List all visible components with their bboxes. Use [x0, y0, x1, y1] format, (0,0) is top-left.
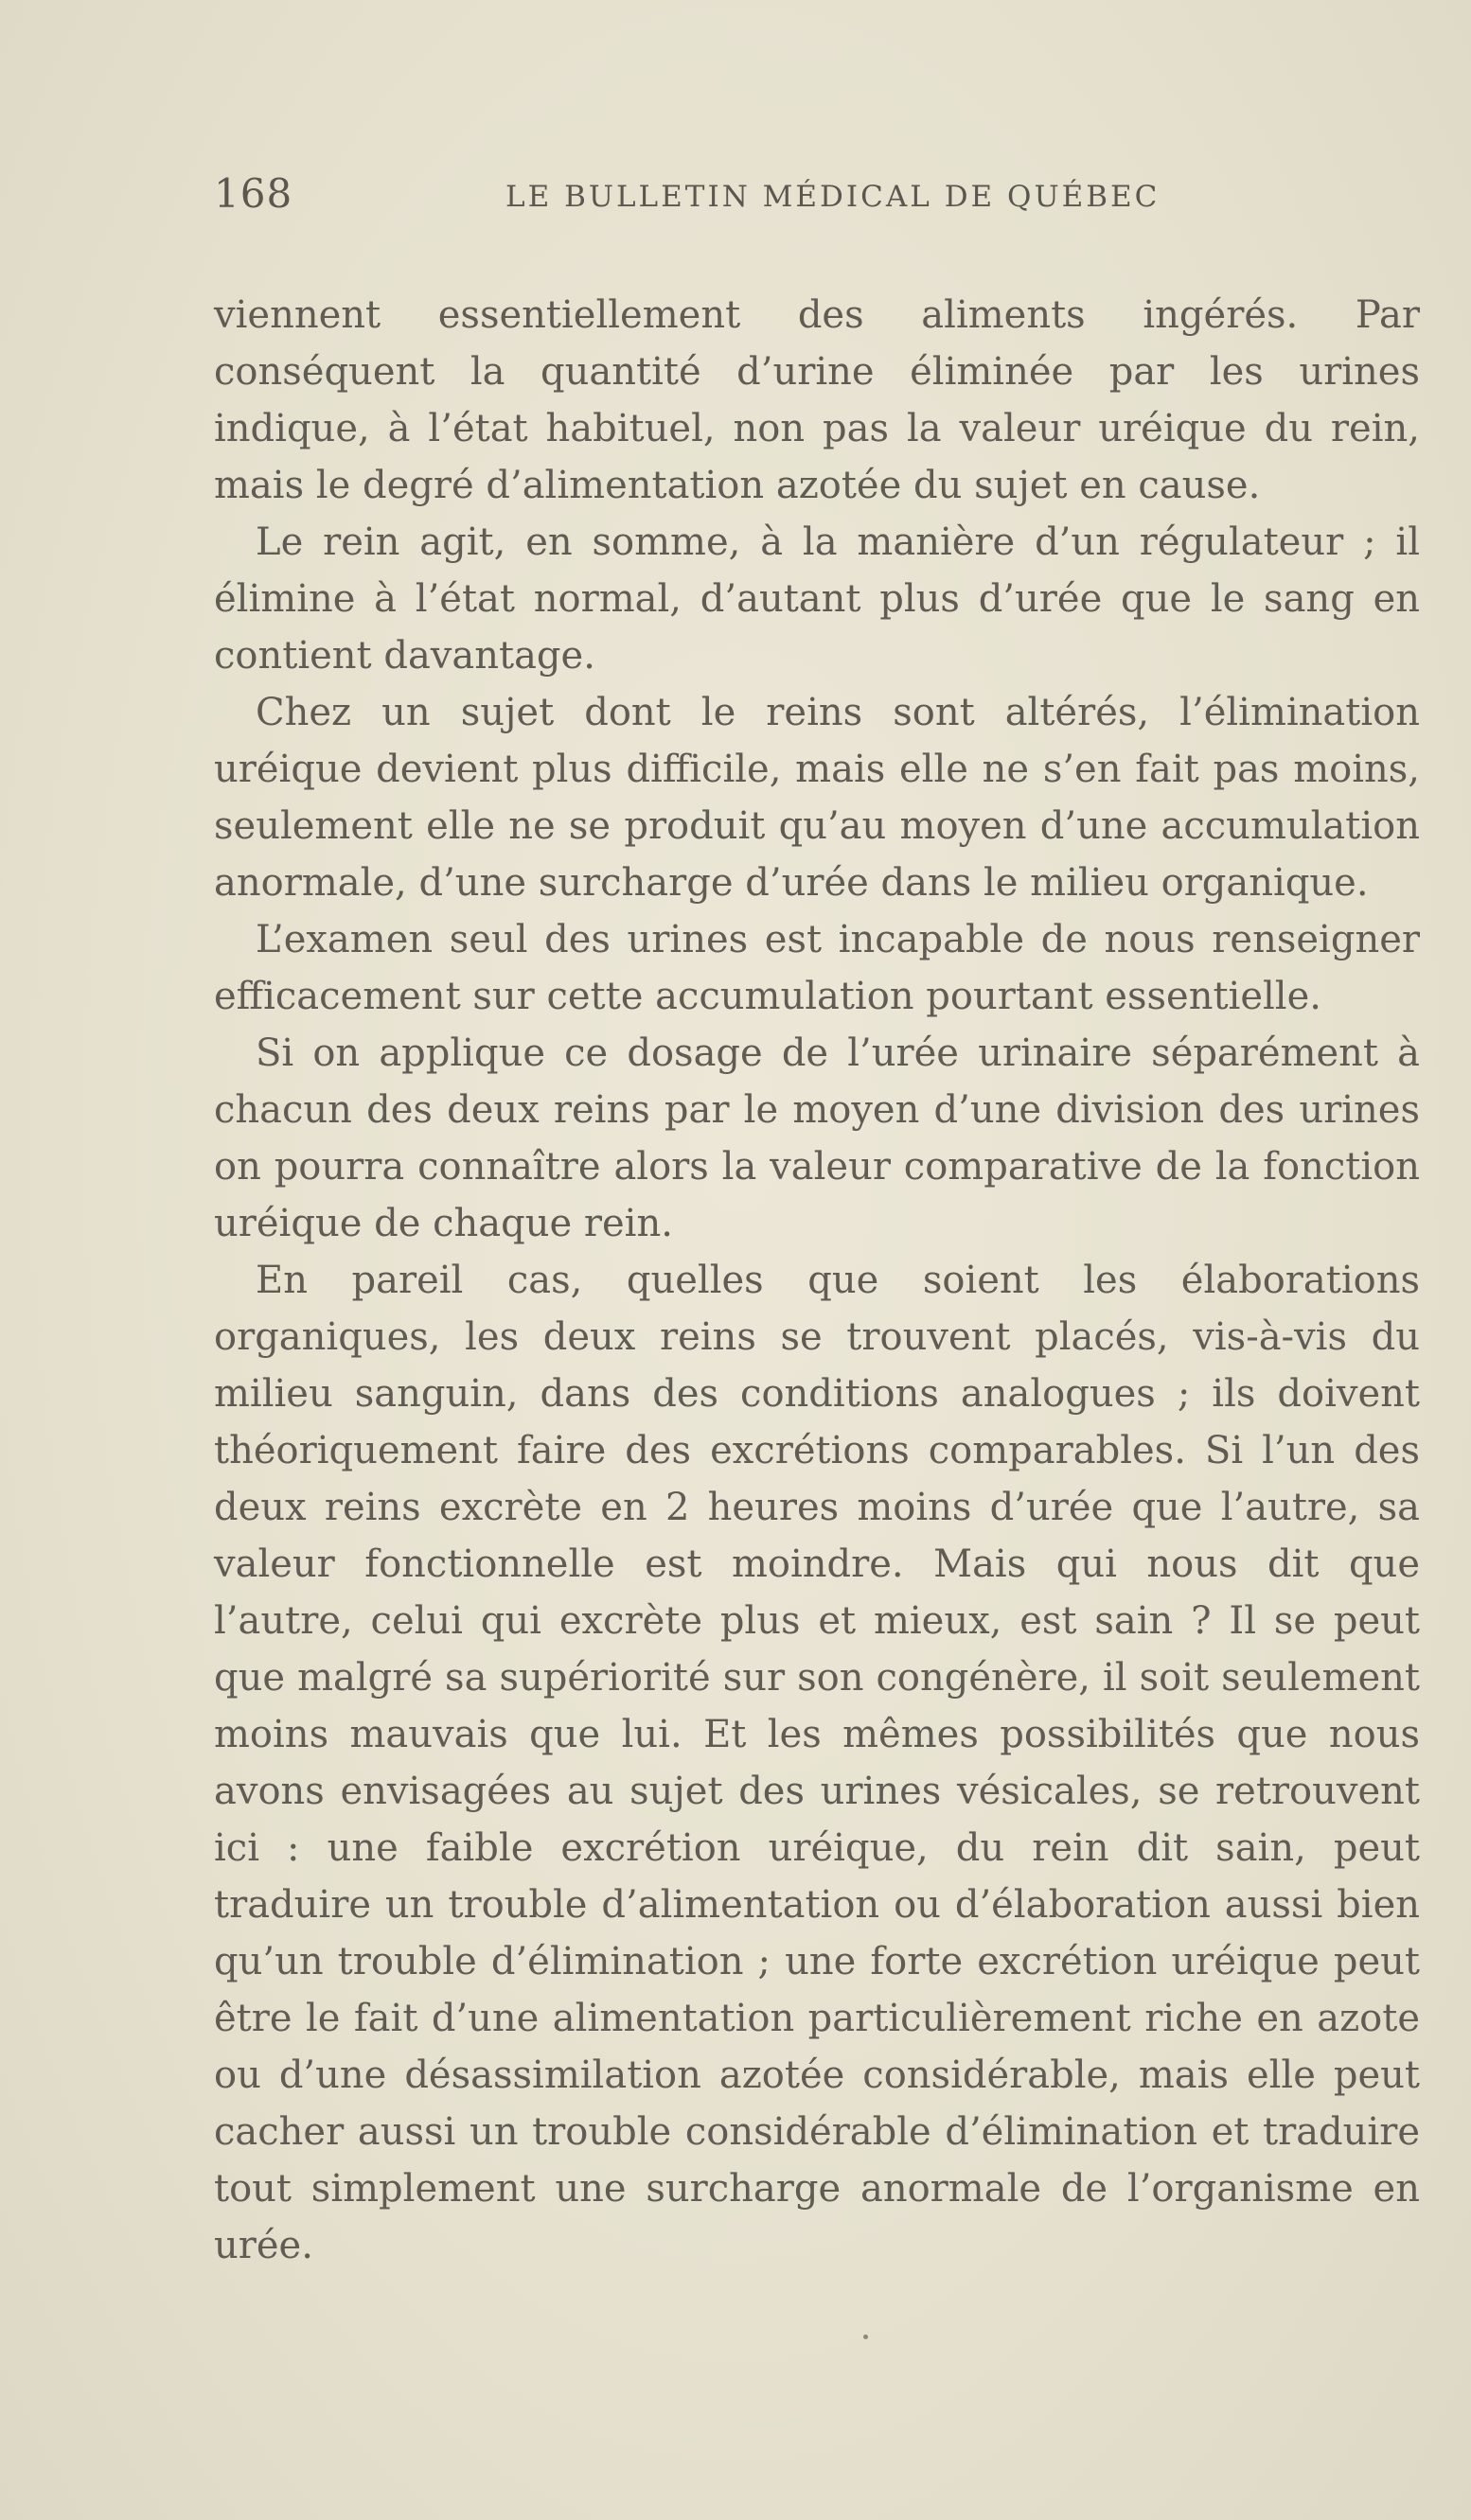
journal-title: LE BULLETIN MÉDICAL DE QUÉBEC: [505, 180, 1161, 214]
paragraph-comparison: En pareil cas, quelles que soient les élaborations organiques, les deux reins se trouvent placés, vis-à-vis du milieu sanguin, dans des conditions analogues ; ils doivent théoriquement faire des excrétions comparables. Si l’un des deux reins excrète en 2 heures moins d’urée que l’autre, sa valeur fonctionnelle est moindre. Mais qui nous dit que l’autre, celui qui excrète plus et mieux, est sain ? Il se peut que malgré sa supériorité sur son congénère, il soit seulement moins mauvais que lui. Et les mêmes possibilités que nous avons envisagées au sujet des urines vésicales, se retrouvent ici : une faible excrétion uréique, du rein dit sain, peut traduire un trouble d’alimentation ou d’élaboration aussi bien qu’un trouble d’élimination ; une forte excrétion uréique peut être le fait d’une alimentation particulièrement riche en azote ou d’une désassimilation azotée considérable, mais elle peut cacher aussi un trouble considérable d’élimination et traduire tout simplement une surcharge anormale de l’organisme en urée.: [214, 1259, 1420, 2267]
paragraph-urine-examination: L’examen seul des urines est incapable de nous renseigner efficacement sur cette accumulation pourtant essentielle.: [214, 918, 1420, 1018]
paragraph-regulator: Le rein agit, en somme, à la manière d’un régulateur ; il élimine à l’état normal, d’autant plus d’urée que le sang en contient davantage.: [214, 520, 1420, 678]
paragraph-separate-dosage: Si on applique ce dosage de l’urée urinaire séparément à chacun des deux reins par le moyen d’une division des urines on pourra connaître alors la valeur comparative de la fonction uréique de chaque rein.: [214, 1031, 1420, 1245]
paragraph-continuation: viennent essentiellement des aliments ingérés. Par conséquent la quantité d’urine éliminée par les urines indique, à l’état habituel, non pas la valeur uréique du rein, mais le degré d’alimentation azotée du sujet en cause.: [214, 293, 1420, 507]
page-number: 168: [214, 170, 293, 217]
running-head: [214, 170, 1420, 227]
paper-speck: [863, 2335, 868, 2339]
paragraph-altered-kidneys: Chez un sujet dont le reins sont altérés, l’élimination uréique devient plus difficile, mais elle ne s’en fait pas moins, seulement elle ne se produit qu’au moyen d’une accumulation anormale, d’une surcharge d’urée dans le milieu organique.: [214, 691, 1420, 905]
body-text: [214, 287, 1420, 2274]
